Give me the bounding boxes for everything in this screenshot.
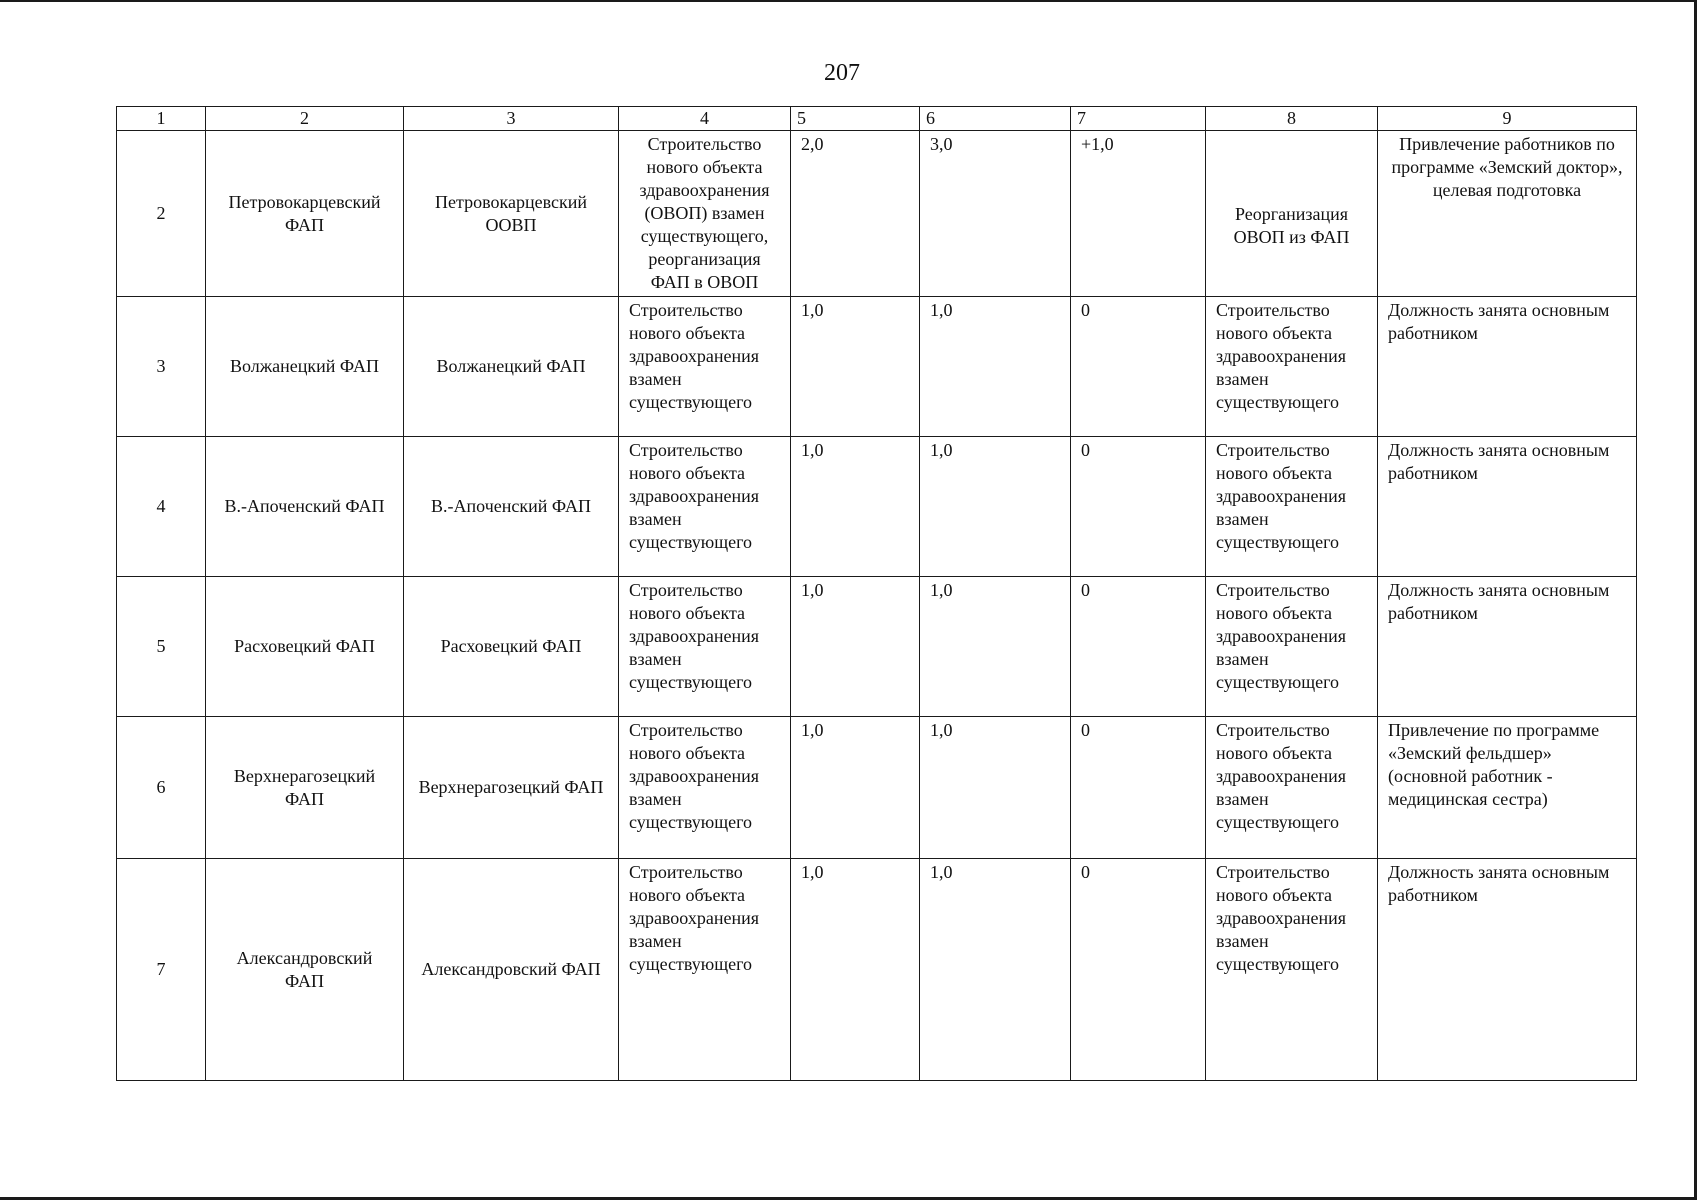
column-header-8: 8 (1206, 107, 1378, 131)
value-col7: 0 (1071, 859, 1206, 1081)
value-col7: +1,0 (1071, 131, 1206, 297)
current-facility: Верхнерагозецкий ФАП (206, 717, 404, 859)
planned-action: Строительство нового объекта здравоохранения взамен существующего (619, 717, 791, 859)
value-col5: 2,0 (791, 131, 920, 297)
table-row (117, 717, 1637, 859)
value-col6: 1,0 (920, 859, 1071, 1081)
row-number: 2 (117, 131, 206, 297)
value-col6: 1,0 (920, 577, 1071, 717)
planned-facility: Петровокарцевский ООВП (404, 131, 619, 297)
table-row (117, 297, 1637, 437)
staffing-note: Должность занята основным работником (1378, 297, 1637, 437)
planned-facility: В.-Апоченский ФАП (404, 437, 619, 577)
value-col7: 0 (1071, 717, 1206, 859)
value-col6: 1,0 (920, 717, 1071, 859)
row-number: 3 (117, 297, 206, 437)
column-header-6: 6 (920, 107, 1071, 131)
current-facility: Александровский ФАП (206, 859, 404, 1081)
staffing-note: Привлечение работников по программе «Земский доктор», целевая подготовка (1378, 131, 1637, 297)
staffing-note: Должность занята основным работником (1378, 577, 1637, 717)
table-row (117, 577, 1637, 717)
column-header-1: 1 (117, 107, 206, 131)
value-col7: 0 (1071, 437, 1206, 577)
planned-action: Строительство нового объекта здравоохранения взамен существующего (619, 437, 791, 577)
value-col6: 3,0 (920, 131, 1071, 297)
planned-action: Строительство нового объекта здравоохранения взамен существующего (619, 297, 791, 437)
column-header-3: 3 (404, 107, 619, 131)
current-facility: Расховецкий ФАП (206, 577, 404, 717)
measure: Строительство нового объекта здравоохранения взамен существующего (1206, 859, 1378, 1081)
value-col5: 1,0 (791, 297, 920, 437)
row-number: 7 (117, 859, 206, 1081)
current-facility: Волжанецкий ФАП (206, 297, 404, 437)
planned-action: Строительство нового объекта здравоохранения взамен существующего (619, 859, 791, 1081)
value-col6: 1,0 (920, 437, 1071, 577)
planned-facility: Верхнерагозецкий ФАП (404, 717, 619, 859)
row-number: 5 (117, 577, 206, 717)
row-number: 4 (117, 437, 206, 577)
staffing-note: Привлечение по программе «Земский фельдшер» (основной работник - медицинская сестра) (1378, 717, 1637, 859)
column-header-5: 5 (791, 107, 920, 131)
measure: Строительство нового объекта здравоохранения взамен существующего (1206, 437, 1378, 577)
row-number: 6 (117, 717, 206, 859)
staffing-note: Должность занята основным работником (1378, 859, 1637, 1081)
measure: Реорганизация ОВОП из ФАП (1206, 131, 1378, 297)
value-col7: 0 (1071, 577, 1206, 717)
table-row (117, 437, 1637, 577)
planned-facility: Александровский ФАП (404, 859, 619, 1081)
column-header-2: 2 (206, 107, 404, 131)
current-facility: Петровокарцевский ФАП (206, 131, 404, 297)
measure: Строительство нового объекта здравоохранения взамен существующего (1206, 577, 1378, 717)
planned-action: Строительство нового объекта здравоохранения взамен существующего (619, 577, 791, 717)
planned-action: Строительство нового объекта здравоохранения (ОВОП) взамен существующего, реорганизация ФАП в ОВОП (619, 131, 791, 297)
measure: Строительство нового объекта здравоохранения взамен существующего (1206, 717, 1378, 859)
column-header-4: 4 (619, 107, 791, 131)
value-col5: 1,0 (791, 577, 920, 717)
value-col5: 1,0 (791, 859, 920, 1081)
column-header-7: 7 (1071, 107, 1206, 131)
planned-facility: Расховецкий ФАП (404, 577, 619, 717)
current-facility: В.-Апоченский ФАП (206, 437, 404, 577)
column-header-9: 9 (1378, 107, 1637, 131)
value-col5: 1,0 (791, 717, 920, 859)
page-number: 207 (824, 60, 860, 86)
table-row (117, 131, 1637, 297)
table-row (117, 859, 1637, 1081)
planned-facility: Волжанецкий ФАП (404, 297, 619, 437)
value-col7: 0 (1071, 297, 1206, 437)
facilities-table (116, 106, 1637, 1081)
value-col6: 1,0 (920, 297, 1071, 437)
staffing-note: Должность занята основным работником (1378, 437, 1637, 577)
scan-border-top (0, 0, 1697, 2)
value-col5: 1,0 (791, 437, 920, 577)
header-row (117, 107, 1637, 131)
measure: Строительство нового объекта здравоохранения взамен существующего (1206, 297, 1378, 437)
